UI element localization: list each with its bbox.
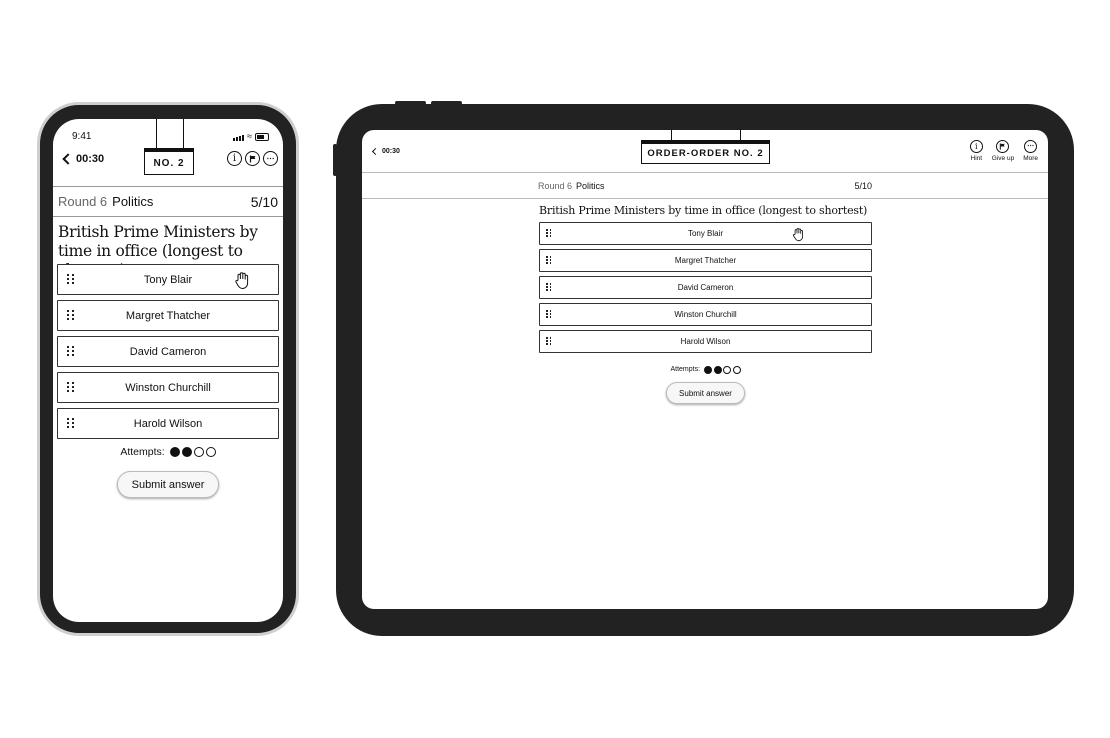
progress-counter: 5/10 <box>250 193 278 210</box>
attempt-dot-used <box>704 366 712 374</box>
game-sign: ORDER-ORDER NO. 2 <box>641 140 770 164</box>
system-icons <box>233 132 269 141</box>
answer-item[interactable] <box>539 222 872 245</box>
toolbar <box>970 140 1038 162</box>
attempt-dot-remaining <box>194 447 204 457</box>
grip-icon[interactable] <box>546 283 551 291</box>
grip-icon[interactable] <box>67 310 74 320</box>
give-up-button[interactable] <box>992 140 1014 162</box>
sign-hanger <box>156 119 184 148</box>
answer-item-label: Harold Wilson <box>680 337 731 346</box>
more-icon[interactable]: ⋯ <box>263 151 278 166</box>
answer-item[interactable] <box>57 300 279 331</box>
progress-counter: 5/10 <box>854 180 872 191</box>
flag-icon <box>996 140 1009 153</box>
battery-icon <box>255 133 269 141</box>
chevron-left-icon <box>372 148 379 155</box>
tablet-device <box>336 104 1074 636</box>
grip-icon[interactable] <box>67 382 74 392</box>
status-time: 9:41 <box>72 131 92 142</box>
hint-button[interactable] <box>970 140 983 162</box>
answer-item[interactable] <box>539 276 872 299</box>
attempts <box>539 364 872 375</box>
more-button[interactable] <box>1023 140 1038 162</box>
more-icon: ⋯ <box>1024 140 1037 153</box>
attempt-dots <box>170 447 216 457</box>
attempt-dot-used <box>182 447 192 457</box>
submit-answer-button[interactable]: Submit answer <box>666 382 745 404</box>
answer-item-label: Tony Blair <box>143 273 193 286</box>
answer-item-label: Winston Churchill <box>125 381 211 394</box>
grip-icon[interactable] <box>67 274 74 284</box>
attempts-label: Attempts: <box>670 366 701 373</box>
grip-icon[interactable] <box>67 418 74 428</box>
give-up-label: Give up <box>991 155 1015 162</box>
answer-item-label: David Cameron <box>129 345 207 358</box>
answer-item-label: Harold Wilson <box>133 417 203 430</box>
hand-cursor-icon <box>792 227 806 242</box>
category-label: Politics <box>112 194 154 209</box>
answer-item-label: Winston Churchill <box>674 310 737 319</box>
answer-item[interactable] <box>57 408 279 439</box>
timer: 00:30 <box>382 148 400 155</box>
game-sign: NO. 2 <box>144 148 194 175</box>
signal-icon <box>233 135 244 141</box>
answer-item[interactable] <box>539 249 872 272</box>
attempts-label: Attempts: <box>120 446 165 458</box>
hand-cursor-icon <box>234 271 252 290</box>
question-text: British Prime Ministers by time in office (longest to <box>58 223 258 260</box>
answer-item[interactable] <box>539 330 872 353</box>
grip-icon[interactable] <box>546 337 551 345</box>
attempts <box>53 445 283 459</box>
tablet-side-button <box>333 144 337 176</box>
question-text: British Prime Ministers by time in office (longest to shortest) <box>539 204 868 217</box>
attempt-dot-remaining <box>206 447 216 457</box>
attempt-dot-used <box>714 366 722 374</box>
tablet-screen <box>362 130 1048 609</box>
answer-item[interactable] <box>57 264 279 295</box>
round-label: Round 6 <box>538 180 573 191</box>
toolbar <box>227 151 278 166</box>
category-label: Politics <box>576 180 605 191</box>
round-bar <box>53 186 283 217</box>
wifi-icon: ≈ <box>247 131 252 141</box>
sign-hanger <box>671 130 741 140</box>
grip-icon[interactable] <box>546 256 551 264</box>
more-label: More <box>1023 155 1038 162</box>
phone-screen <box>53 119 283 622</box>
hint-label: Hint <box>970 155 983 162</box>
timer: 00:30 <box>76 153 105 165</box>
answer-item[interactable] <box>57 336 279 367</box>
answer-item-label: Tony Blair <box>687 229 724 238</box>
answer-item-label: Margret Thatcher <box>125 309 211 322</box>
attempt-dots <box>704 366 741 374</box>
answer-item-label: David Cameron <box>677 283 734 292</box>
info-icon: i <box>970 140 983 153</box>
tablet-hardware-button <box>431 101 462 105</box>
back-button[interactable] <box>64 153 104 165</box>
flag-icon[interactable] <box>245 151 260 166</box>
attempt-dot-remaining <box>733 366 741 374</box>
chevron-left-icon <box>62 153 73 164</box>
round-bar <box>362 172 1048 199</box>
answer-item-label: Margret Thatcher <box>674 256 737 265</box>
grip-icon[interactable] <box>546 310 551 318</box>
submit-answer-button[interactable]: Submit answer <box>117 471 219 498</box>
answer-item[interactable] <box>57 372 279 403</box>
phone-device <box>37 102 299 636</box>
round-label: Round 6 <box>58 194 108 209</box>
info-icon[interactable]: i <box>227 151 242 166</box>
back-button[interactable] <box>373 148 400 155</box>
answer-item[interactable] <box>539 303 872 326</box>
tablet-hardware-button <box>395 101 426 105</box>
grip-icon[interactable] <box>67 346 74 356</box>
attempt-dot-used <box>170 447 180 457</box>
attempt-dot-remaining <box>723 366 731 374</box>
grip-icon[interactable] <box>546 229 551 237</box>
